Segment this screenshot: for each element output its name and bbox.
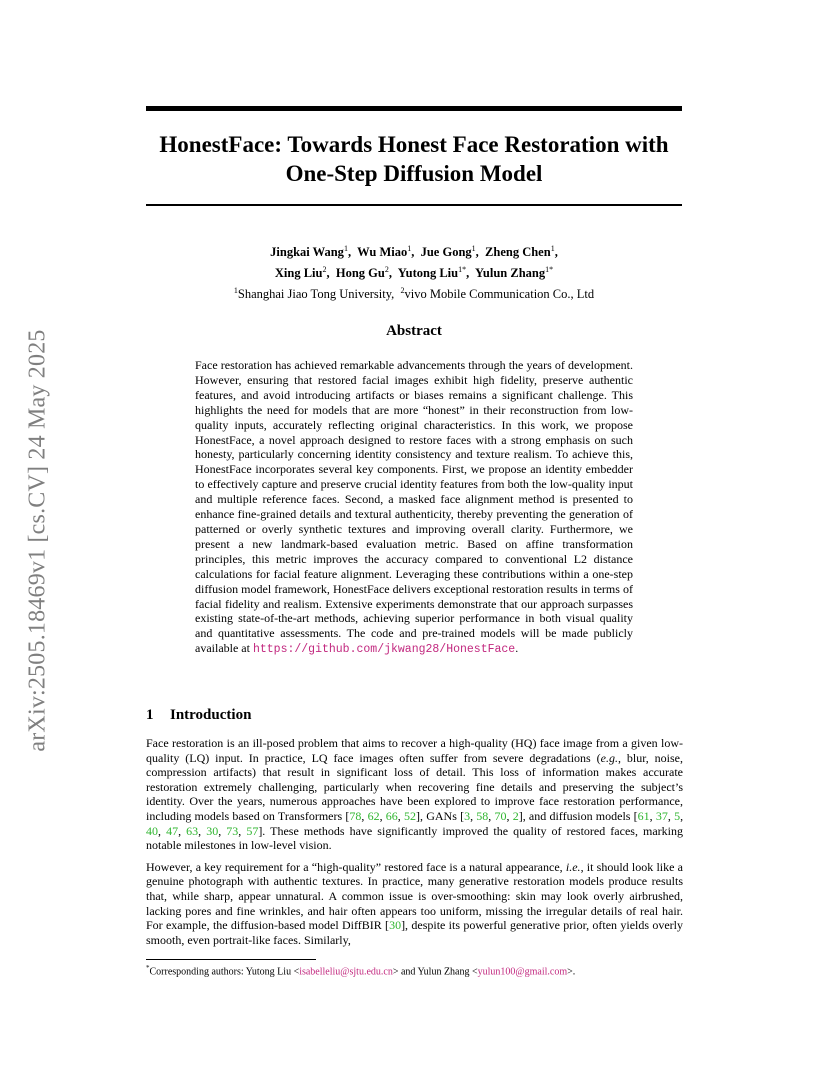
text-run: i.e. bbox=[565, 859, 581, 874]
section-number: 1 bbox=[146, 707, 154, 723]
citation-link[interactable]: 62 bbox=[367, 808, 380, 823]
email-link[interactable]: yulun100@gmail.com bbox=[477, 966, 568, 978]
affiliation-mark: 1 bbox=[550, 244, 555, 253]
affiliation-1: Shanghai Jiao Tong University, bbox=[237, 287, 395, 302]
citation-link[interactable]: 61 bbox=[637, 808, 650, 823]
citation-link[interactable]: 47 bbox=[166, 823, 179, 838]
author-name: Zheng Chen bbox=[485, 245, 551, 260]
affiliation-mark: 1 bbox=[343, 244, 348, 253]
abstract-period: . bbox=[515, 641, 519, 656]
author-name: Xing Liu bbox=[274, 266, 323, 281]
text-run: > and Yulun Zhang < bbox=[392, 966, 478, 978]
citation-link[interactable]: 63 bbox=[186, 823, 199, 838]
paper-title bbox=[146, 130, 682, 188]
paragraph: Face restoration is an ill-posed problem that aims to recover a high-quality (HQ) face image from a given low-quality (LQ) input. In practice, LQ face images often suffer from severe degradations (e.g., blur, noise, compression artifacts) that result in significant loss of detail. This loss of information makes accurate restoration extremely challenging, particularly when recovering fine details and preserving the subject’s identity. Over the years, numerous approaches have been explored to improve face restoration performance, including models based on Transformers [78, 62, 66, 52], GANs [3, 58, 70, 2], and diffusion models [61, 37, 5, 40, 47, 63, 30, 73, 57]. These methods have significantly improved the quality of restored faces, marking notable milestones in low-level vision. bbox=[146, 736, 684, 853]
citation-link[interactable]: 30 bbox=[389, 918, 402, 933]
text-run: Corresponding authors: Yutong Liu < bbox=[149, 966, 300, 978]
author-name: Jingkai Wang bbox=[270, 245, 344, 260]
citation-link[interactable]: 37 bbox=[655, 808, 668, 823]
abstract-body bbox=[195, 358, 633, 658]
author-name: Hong Gu bbox=[335, 266, 385, 281]
affiliation-mark: 1 bbox=[471, 244, 476, 253]
footnote-mark: * bbox=[146, 964, 150, 972]
citation-link[interactable]: 73 bbox=[226, 823, 239, 838]
affiliation-mark: 1* bbox=[458, 265, 467, 275]
text-run: ], GANs [ bbox=[416, 808, 465, 823]
citation-link[interactable]: 58 bbox=[476, 808, 489, 823]
author-name: Jue Gong bbox=[420, 245, 472, 260]
affiliation-mark: 1 bbox=[233, 286, 238, 296]
author-block bbox=[146, 240, 682, 303]
citation-link[interactable]: 78 bbox=[349, 808, 362, 823]
abstract-text: Face restoration has achieved remarkable advancements through the years of development. However, ensuring that restored facial images exhibit high fidelity, preserve authentic features, and avoid introducing artifacts or biases remains a significant challenge. This highlights the need for models that are more “honest” in their reconstruction from low-quality inputs, accurately reflecting original characteristics. In this work, we propose HonestFace, a novel approach designed to restore faces with a strong emphasis on such honesty, particularly concerning identity consistency and texture realism. To achieve this, HonestFace incorporates several key components. First, we propose an identity embedder to effectively capture and preserve crucial identity features from both the low-quality input and multiple reference faces. Second, a masked face alignment method is presented to enhance fine-grained details and textural authenticity, thereby preventing the generation of patterned or overly synthetic textures and improving overall clarity. Furthermore, we present a new landmark-based evaluation metric. Based on affine transformation principles, this metric improves the accuracy compared to conventional L2 distance calculations for facial feature alignment. Leveraging these contributions within a one-step diffusion model framework, HonestFace delivers exceptional restoration results in terms of facial fidelity and realism. Extensive experiments demonstrate that our approach surpasses existing state-of-the-art methods, achieving superior performance in both visual quality and quantitative assessments. The code and pre-trained models will be made publicly available at bbox=[195, 358, 633, 656]
citation-link[interactable]: 70 bbox=[494, 808, 507, 823]
affiliation-mark: 2 bbox=[400, 286, 405, 296]
paragraph bbox=[146, 860, 683, 948]
arxiv-side-stamp bbox=[18, 300, 58, 780]
author-name: Wu Miao bbox=[357, 245, 408, 260]
title-bottom-rule bbox=[146, 204, 682, 206]
affiliation-mark: 1 bbox=[407, 244, 412, 253]
text-run: , blur, noise, compression artifacts) that result in significant loss of detail. This loss of information makes accurate restoration extremely challenging, particularly when recovering fine details and preserving the subject’s identity. Over the years, numerous approaches have been explored to improve face restoration performance, including models based on Transformers [ bbox=[146, 750, 683, 823]
author-line-1: Jingkai Wang$^1$, Wu Miao$^1$, Jue Gong$^1$, Zheng Chen$^1$, bbox=[270, 244, 558, 260]
footnote-rule bbox=[146, 959, 316, 960]
text-run: However, a key requirement for a “high-quality” restored face is a natural appearance, bbox=[146, 859, 566, 874]
code-link[interactable]: https://github.com/jkwang28/HonestFace bbox=[252, 643, 516, 657]
citation-link[interactable]: 5 bbox=[674, 808, 681, 823]
citation-link[interactable]: 3 bbox=[464, 808, 471, 823]
arxiv-identifier: arXiv:2505.18469v1 [cs.CV] 24 May 2025 bbox=[24, 328, 51, 752]
footnote bbox=[146, 962, 682, 978]
citation-link[interactable]: 2 bbox=[512, 808, 519, 823]
email-link[interactable]: isabelleliu@sjtu.edu.cn bbox=[299, 966, 393, 978]
affiliation-mark: 2 bbox=[322, 265, 327, 275]
citation-link[interactable]: 52 bbox=[404, 808, 416, 823]
citation-link[interactable]: 40 bbox=[146, 823, 158, 838]
author-line-2: Xing Liu$^2$, Hong Gu$^2$, Yutong Liu$^{1*}$, Yulun Zhang$^{1*}$ bbox=[274, 265, 554, 281]
introduction-body bbox=[146, 736, 683, 954]
affiliation-mark: 1* bbox=[545, 265, 554, 275]
text-run: , it should look like a genuine photograph with authentic textures. In practice, many generative restoration models produce results that, while sharp, appear unnatural. A common issue is over-smoothing: skin may look overly airbrushed, lacking pores and fine wrinkles, and hair often appears too uniform, missing the irregular details of real hair. For example, the diffusion-based model DiffBIR [ bbox=[146, 859, 684, 933]
section-heading-introduction bbox=[146, 707, 682, 724]
citation-link[interactable]: 66 bbox=[385, 808, 398, 823]
author-name: Yulun Zhang bbox=[475, 266, 546, 281]
affiliation-2: vivo Mobile Communication Co., Ltd bbox=[404, 287, 595, 302]
abstract-heading: Abstract bbox=[386, 323, 442, 339]
text-run: Face restoration is an ill-posed problem that aims to recover a high-quality (HQ) face image from a given low-quality (LQ) input. In practice, LQ face images often suffer from severe degradations ( bbox=[146, 736, 683, 765]
author-name: Yutong Liu bbox=[397, 266, 459, 281]
section-title: Introduction bbox=[170, 707, 252, 723]
title-line-1: HonestFace: Towards Honest Face Restoration with bbox=[159, 132, 669, 157]
citation-link[interactable]: 30 bbox=[206, 823, 219, 838]
title-line-2: One-Step Diffusion Model bbox=[285, 161, 543, 186]
text-run: ]. These methods have significantly improved the quality of restored faces, marking notable milestones in low-level vision. bbox=[146, 823, 683, 853]
title-top-rule bbox=[146, 106, 682, 111]
affiliation-mark: 2 bbox=[384, 265, 389, 275]
text-run: ], despite its powerful generative prior, often yields overly smooth, even portrait-like faces. Similarly, bbox=[146, 918, 683, 947]
text-run: >. bbox=[567, 966, 576, 978]
citation-link[interactable]: 57 bbox=[246, 823, 259, 838]
text-run: ], and diffusion models [ bbox=[518, 808, 638, 823]
affiliation-line bbox=[146, 282, 682, 303]
text-run: e.g. bbox=[600, 750, 618, 765]
